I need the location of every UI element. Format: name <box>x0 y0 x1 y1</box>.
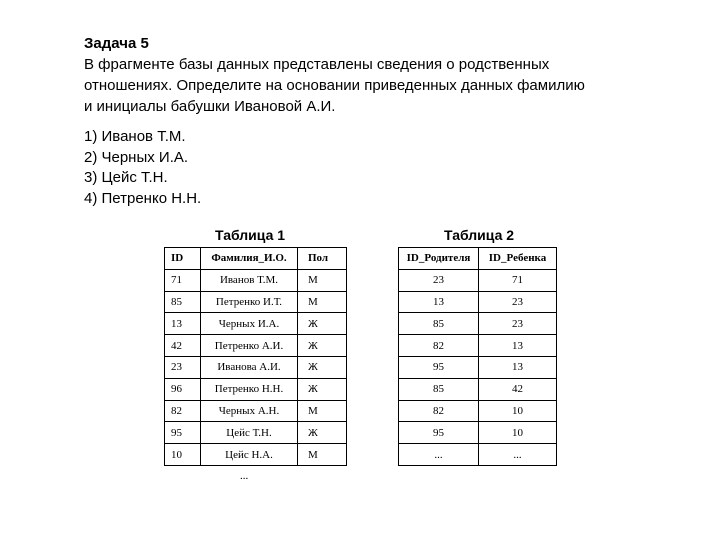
table1-cell-id: 96 <box>165 378 201 400</box>
table-row <box>399 422 557 444</box>
table1-cell-id: 42 <box>165 335 201 357</box>
table2-header-parent-id: ID_Родителя <box>399 248 479 270</box>
task-line-3: и инициалы бабушки Ивановой А.И. <box>84 98 336 115</box>
table-row <box>399 400 557 422</box>
table-row <box>165 335 347 357</box>
table2-cell-parent: 13 <box>399 291 479 313</box>
task-block <box>84 33 684 117</box>
table2-cell-parent: 82 <box>399 400 479 422</box>
table2-header-row <box>399 248 557 270</box>
table-row <box>399 313 557 335</box>
table-row <box>165 444 347 466</box>
table-row <box>165 269 347 291</box>
table2-cell-parent: 23 <box>399 269 479 291</box>
table-row <box>399 356 557 378</box>
table1-header-row <box>165 248 347 270</box>
table2-cell-parent: 95 <box>399 422 479 444</box>
table1-header-id: ID <box>165 248 201 270</box>
table1-header-name: Фамилия_И.О. <box>201 248 298 270</box>
table2-caption: Таблица 2 <box>444 227 515 243</box>
table2-cell-child: 10 <box>479 422 557 444</box>
table1-cell-sex: Ж <box>298 422 347 444</box>
table1-cell-name: Иванова А.И. <box>201 356 298 378</box>
table1-cell-sex: Ж <box>298 335 347 357</box>
answer-option-3: 3) Цейс Т.Н. <box>84 169 168 186</box>
table2-cell-child: ... <box>479 444 557 466</box>
table1-cell-sex: М <box>298 400 347 422</box>
table1-cell-name: Цейс Т.Н. <box>201 422 298 444</box>
table2-cell-child: 42 <box>479 378 557 400</box>
table1-cell-name: Петренко А.И. <box>201 335 298 357</box>
table2-cell-child: 23 <box>479 291 557 313</box>
task-title: Задача 5 <box>84 35 149 52</box>
table2-cell-child: 10 <box>479 400 557 422</box>
table1-cell-sex: Ж <box>298 356 347 378</box>
table-row <box>165 378 347 400</box>
answer-option-1: 1) Иванов Т.М. <box>84 128 186 145</box>
table2-cell-child: 23 <box>479 313 557 335</box>
table-row <box>399 291 557 313</box>
table1-persons <box>164 247 347 466</box>
table2-cell-parent: ... <box>399 444 479 466</box>
table-row <box>165 400 347 422</box>
table1-cell-id: 82 <box>165 400 201 422</box>
table1-caption: Таблица 1 <box>215 227 286 243</box>
task-line-1: В фрагменте базы данных представлены сведения о родственных <box>84 56 550 73</box>
table1-cell-name: Цейс Н.А. <box>201 444 298 466</box>
table2-relations <box>398 247 557 466</box>
table-row <box>165 356 347 378</box>
table1-cell-name: Петренко Н.Н. <box>201 378 298 400</box>
table2-cell-parent: 95 <box>399 356 479 378</box>
table-row <box>165 291 347 313</box>
table1-cell-name: Черных А.Н. <box>201 400 298 422</box>
table1-cell-id: 95 <box>165 422 201 444</box>
table-row <box>399 444 557 466</box>
table1-cell-name: Черных И.А. <box>201 313 298 335</box>
table1-cell-id: 13 <box>165 313 201 335</box>
table1-cell-sex: Ж <box>298 313 347 335</box>
table1-cell-id: 71 <box>165 269 201 291</box>
table1-cell-sex: М <box>298 269 347 291</box>
table-row <box>399 269 557 291</box>
table2-cell-parent: 85 <box>399 313 479 335</box>
table-row <box>165 422 347 444</box>
table2-cell-child: 13 <box>479 335 557 357</box>
table2-cell-child: 71 <box>479 269 557 291</box>
table1-continuation: ... <box>240 470 249 482</box>
table1-cell-id: 85 <box>165 291 201 313</box>
table1-header-sex: Пол <box>298 248 347 270</box>
table2-cell-parent: 85 <box>399 378 479 400</box>
answer-options <box>84 127 201 209</box>
table1-cell-sex: Ж <box>298 378 347 400</box>
table-row <box>165 313 347 335</box>
table1-cell-sex: М <box>298 291 347 313</box>
table1-cell-name: Иванов Т.М. <box>201 269 298 291</box>
table1-cell-name: Петренко И.Т. <box>201 291 298 313</box>
table1-cell-sex: М <box>298 444 347 466</box>
answer-option-4: 4) Петренко Н.Н. <box>84 189 202 207</box>
table-row <box>399 335 557 357</box>
task-line-2: отношениях. Определите на основании приведенных данных фамилию <box>84 77 585 94</box>
answer-option-2: 2) Черных И.А. <box>84 148 189 166</box>
table2-cell-child: 13 <box>479 356 557 378</box>
table1-cell-id: 23 <box>165 356 201 378</box>
table-row <box>399 378 557 400</box>
table1-cell-id: 10 <box>165 444 201 466</box>
table2-cell-parent: 82 <box>399 335 479 357</box>
table2-header-child-id: ID_Ребенка <box>479 248 557 270</box>
